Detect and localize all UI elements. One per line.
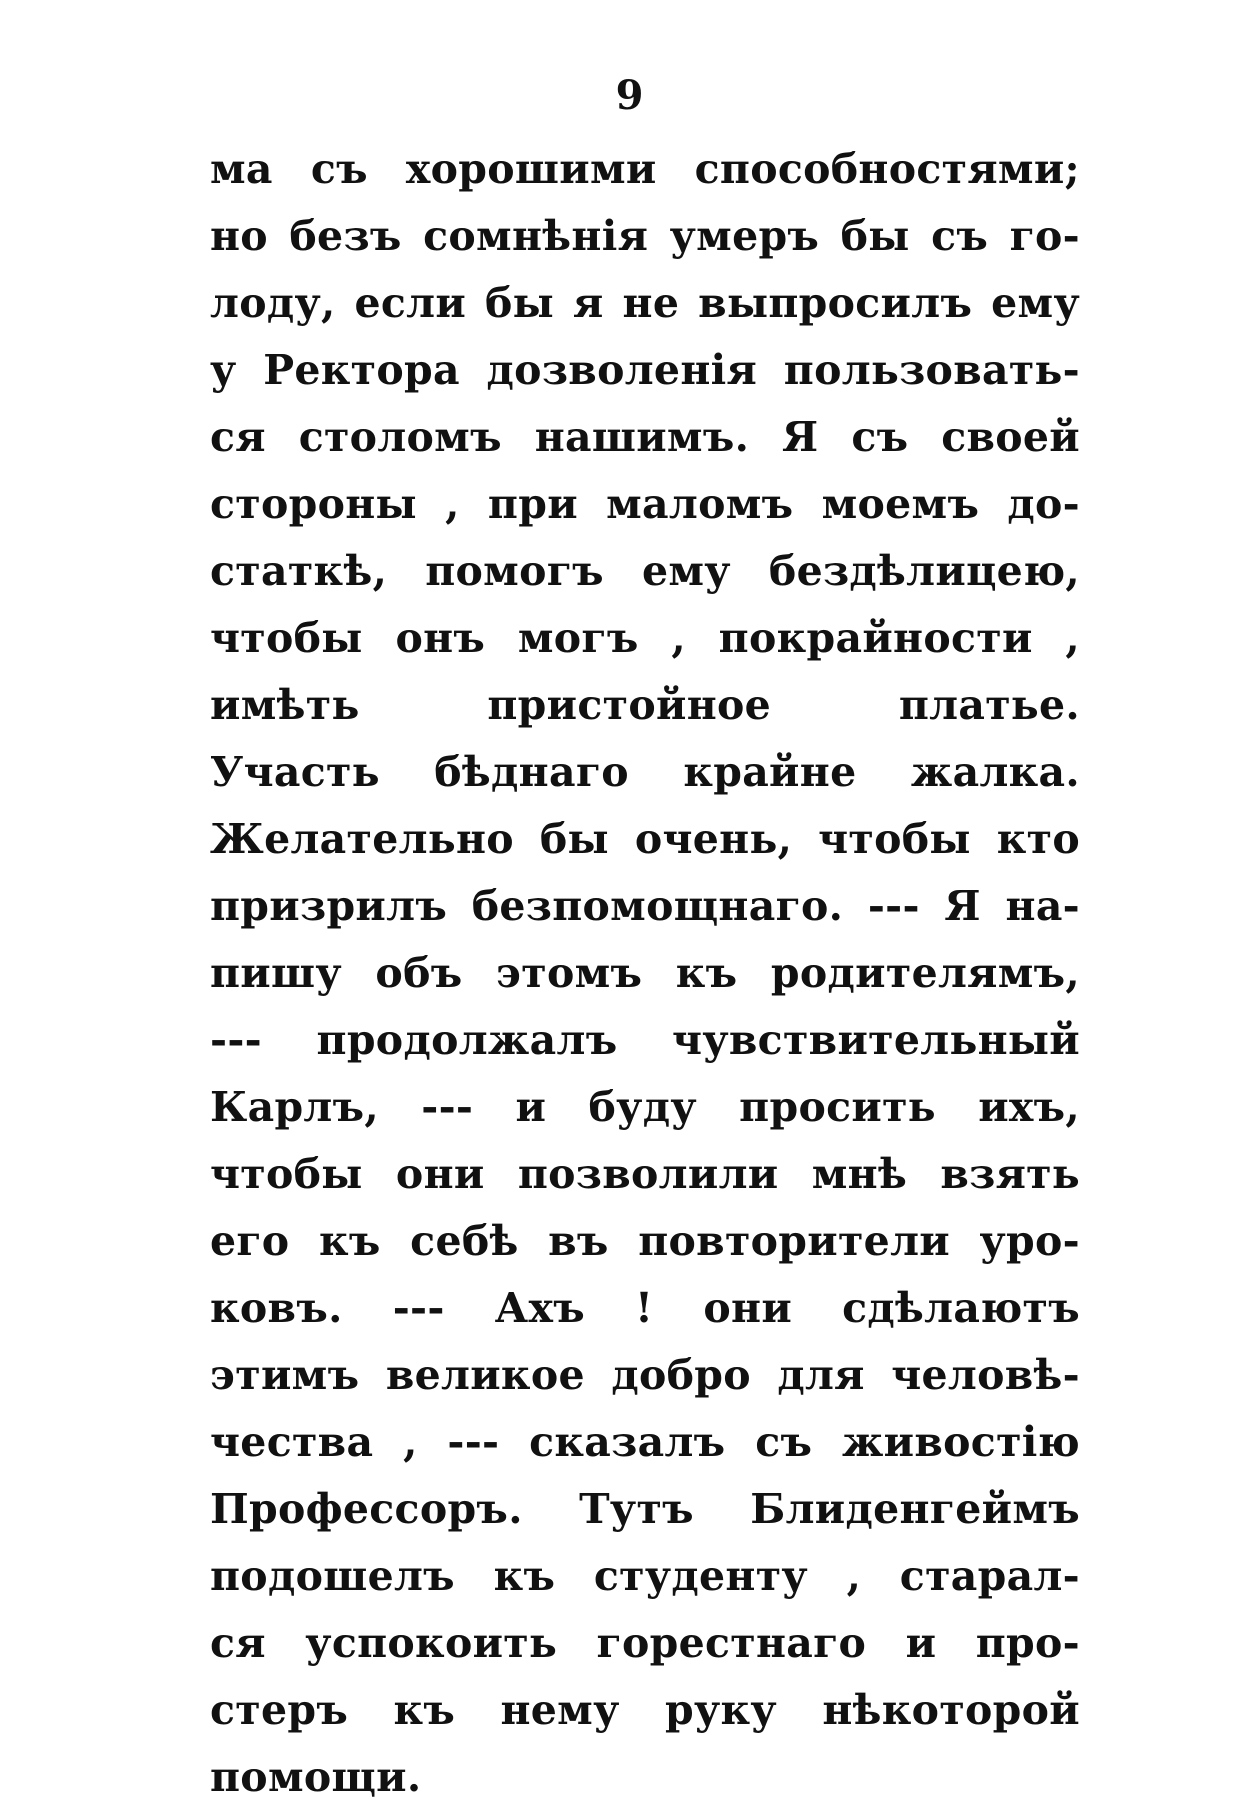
text-line: статкѣ, помогъ ему бездѣлицею, <box>210 547 1080 595</box>
text-line: ся столомъ нашимъ. Я съ своей <box>210 413 1080 461</box>
text-line: Профессоръ. Тутъ Блиденгеймъ <box>210 1485 1080 1533</box>
text-line: стеръ къ нему руку нѣкоторой <box>210 1686 1080 1734</box>
body-text <box>210 136 1080 1811</box>
text-line: имѣть пристойное платье. <box>210 681 1080 729</box>
text-line: лоду, если бы я не выпросилъ ему <box>210 279 1080 327</box>
text-line: Карлъ, --- и буду просить ихъ, <box>210 1083 1080 1131</box>
text-line: помощи. <box>210 1753 422 1801</box>
text-line: стороны , при маломъ моемъ до- <box>210 480 1080 528</box>
text-line: призрилъ безпомощнаго. --- Я на- <box>210 882 1080 930</box>
text-line: чтобы онъ могъ , покрайности , <box>210 614 1080 662</box>
text-line: --- продолжалъ чувствительный <box>210 1016 1080 1064</box>
text-line: Участь бѣднаго крайне жалка. <box>210 748 1080 796</box>
text-line: у Ректора дозволенія пользовать- <box>210 346 1080 394</box>
text-line: ся успокоить горестнаго и про- <box>210 1619 1080 1667</box>
text-line: но безъ сомнѣнія умеръ бы съ го- <box>210 212 1080 260</box>
text-line: этимъ великое добро для человѣ- <box>210 1351 1080 1399</box>
text-line: его къ себѣ въ повторители уро- <box>210 1217 1080 1265</box>
text-line: ковъ. --- Ахъ ! они сдѣлаютъ <box>210 1284 1080 1332</box>
text-line: чества , --- сказалъ съ живостію <box>210 1418 1080 1466</box>
text-line: ма съ хорошими способностями; <box>210 145 1080 193</box>
text-line: Желательно бы очень, чтобы кто <box>210 815 1080 863</box>
page-number: 9 <box>615 72 644 119</box>
text-line: пишу объ этомъ къ родителямъ, <box>210 949 1080 997</box>
text-line: чтобы они позволили мнѣ взять <box>210 1150 1080 1198</box>
text-line: подошелъ къ студенту , старал- <box>210 1552 1080 1600</box>
